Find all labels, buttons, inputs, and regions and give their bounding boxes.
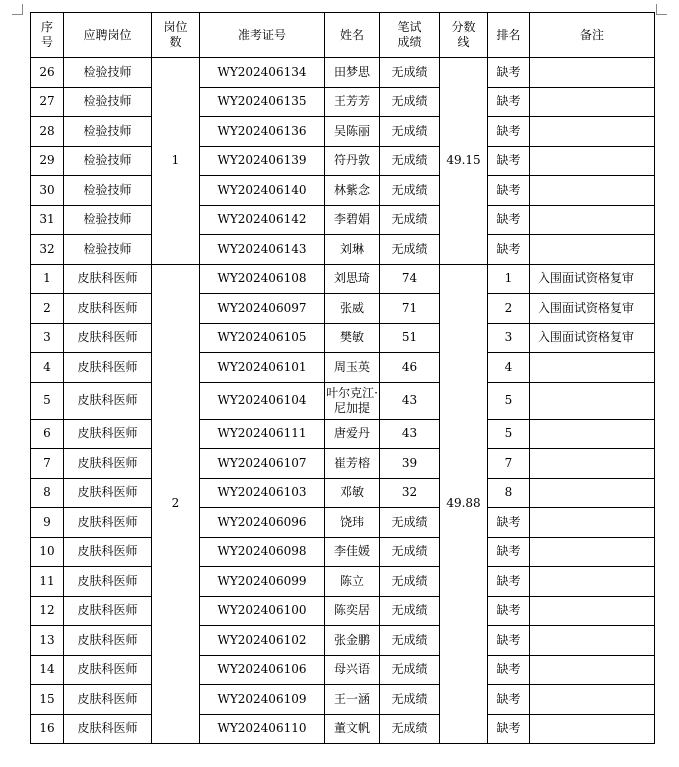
table-row (31, 58, 655, 88)
cell-name: 陈立 (325, 567, 380, 597)
cell-exam-no: WY202406098 (200, 537, 325, 567)
cell-position: 检验技师 (64, 176, 152, 206)
cell-remark (530, 478, 655, 508)
cell-seq: 15 (31, 685, 64, 715)
cell-remark (530, 146, 655, 176)
cell-position: 皮肤科医师 (64, 478, 152, 508)
cell-position: 皮肤科医师 (64, 596, 152, 626)
cell-score: 无成绩 (380, 176, 440, 206)
cell-position: 皮肤科医师 (64, 685, 152, 715)
cell-position: 皮肤科医师 (64, 508, 152, 538)
cell-score: 无成绩 (380, 596, 440, 626)
page-corner-mark-left (12, 4, 23, 15)
cell-rank: 8 (488, 478, 530, 508)
cell-name: 林紫念 (325, 176, 380, 206)
cell-rank: 缺考 (488, 567, 530, 597)
cell-score: 无成绩 (380, 58, 440, 88)
cell-remark (530, 117, 655, 147)
cell-remark (530, 205, 655, 235)
cell-remark (530, 596, 655, 626)
cell-quota: 2 (152, 264, 200, 744)
cell-seq: 1 (31, 264, 64, 294)
cell-seq: 16 (31, 714, 64, 744)
cell-rank: 缺考 (488, 596, 530, 626)
cell-rank: 5 (488, 419, 530, 449)
cell-seq: 6 (31, 419, 64, 449)
cell-exam-no: WY202406099 (200, 567, 325, 597)
header-score: 笔试 成绩 (380, 13, 440, 58)
cell-seq: 2 (31, 294, 64, 324)
table-row (31, 87, 655, 117)
cell-position: 皮肤科医师 (64, 323, 152, 353)
cell-seq: 27 (31, 87, 64, 117)
cell-seq: 5 (31, 382, 64, 419)
header-seq: 序 号 (31, 13, 64, 58)
cell-position: 皮肤科医师 (64, 294, 152, 324)
table-row (31, 146, 655, 176)
cell-score: 51 (380, 323, 440, 353)
cell-score: 46 (380, 353, 440, 383)
cell-exam-no: WY202406139 (200, 146, 325, 176)
header-remark: 备注 (530, 13, 655, 58)
cell-exam-no: WY202406108 (200, 264, 325, 294)
cell-name: 叶尔克江·尼加提 (325, 382, 380, 419)
table-row (31, 205, 655, 235)
cell-name: 董文帆 (325, 714, 380, 744)
cell-score: 39 (380, 449, 440, 479)
table-row (31, 508, 655, 538)
table-row (31, 117, 655, 147)
cell-name: 李碧娟 (325, 205, 380, 235)
cell-rank: 缺考 (488, 537, 530, 567)
cell-name: 张威 (325, 294, 380, 324)
table-row (31, 478, 655, 508)
cell-seq: 4 (31, 353, 64, 383)
cell-exam-no: WY202406143 (200, 235, 325, 265)
cell-rank: 1 (488, 264, 530, 294)
cell-exam-no: WY202406105 (200, 323, 325, 353)
cell-seq: 26 (31, 58, 64, 88)
cell-rank: 2 (488, 294, 530, 324)
cell-position: 皮肤科医师 (64, 655, 152, 685)
cell-exam-no: WY202406103 (200, 478, 325, 508)
header-rank: 排名 (488, 13, 530, 58)
cell-rank: 缺考 (488, 626, 530, 656)
cell-exam-no: WY202406111 (200, 419, 325, 449)
cell-seq: 29 (31, 146, 64, 176)
cell-remark (530, 87, 655, 117)
results-table (30, 12, 655, 744)
cell-remark (530, 508, 655, 538)
cell-seq: 13 (31, 626, 64, 656)
cell-position: 皮肤科医师 (64, 353, 152, 383)
cell-name: 吴陈丽 (325, 117, 380, 147)
cell-score: 无成绩 (380, 146, 440, 176)
cell-remark (530, 714, 655, 744)
cell-rank: 缺考 (488, 176, 530, 206)
cell-position: 皮肤科医师 (64, 537, 152, 567)
cell-score: 无成绩 (380, 626, 440, 656)
cell-exam-no: WY202406142 (200, 205, 325, 235)
cell-exam-no: WY202406135 (200, 87, 325, 117)
cell-remark (530, 235, 655, 265)
cell-seq: 9 (31, 508, 64, 538)
cell-rank: 缺考 (488, 685, 530, 715)
header-position: 应聘岗位 (64, 13, 152, 58)
cell-rank: 缺考 (488, 205, 530, 235)
cell-score: 43 (380, 419, 440, 449)
cell-name: 刘琳 (325, 235, 380, 265)
cell-rank: 3 (488, 323, 530, 353)
cell-exam-no: WY202406136 (200, 117, 325, 147)
table-row (31, 382, 655, 419)
cell-score: 43 (380, 382, 440, 419)
cell-remark (530, 419, 655, 449)
table-row (31, 685, 655, 715)
cell-score: 32 (380, 478, 440, 508)
cell-rank: 缺考 (488, 58, 530, 88)
cell-score: 无成绩 (380, 87, 440, 117)
cell-remark (530, 176, 655, 206)
cell-score: 74 (380, 264, 440, 294)
cell-cutoff: 49.88 (440, 264, 488, 744)
cell-name: 符丹敦 (325, 146, 380, 176)
header-cutoff: 分数 线 (440, 13, 488, 58)
cell-rank: 缺考 (488, 655, 530, 685)
cell-remark (530, 382, 655, 419)
table-row (31, 176, 655, 206)
cell-remark (530, 449, 655, 479)
cell-rank: 缺考 (488, 146, 530, 176)
cell-name: 李佳媛 (325, 537, 380, 567)
cell-position: 皮肤科医师 (64, 264, 152, 294)
table-row (31, 449, 655, 479)
cell-exam-no: WY202406134 (200, 58, 325, 88)
cell-name: 王一涵 (325, 685, 380, 715)
table-row (31, 567, 655, 597)
cell-position: 检验技师 (64, 235, 152, 265)
table-row (31, 626, 655, 656)
cell-exam-no: WY202406104 (200, 382, 325, 419)
cell-name: 田梦思 (325, 58, 380, 88)
cell-remark (530, 626, 655, 656)
cell-position: 检验技师 (64, 146, 152, 176)
cell-seq: 31 (31, 205, 64, 235)
table-row (31, 596, 655, 626)
header-exam-no: 准考证号 (200, 13, 325, 58)
cell-name: 陈奕居 (325, 596, 380, 626)
table-row (31, 353, 655, 383)
cell-name: 刘思琦 (325, 264, 380, 294)
cell-seq: 12 (31, 596, 64, 626)
cell-remark (530, 685, 655, 715)
cell-score: 无成绩 (380, 685, 440, 715)
cell-name: 邓敏 (325, 478, 380, 508)
cell-seq: 28 (31, 117, 64, 147)
table-row (31, 323, 655, 353)
cell-score: 无成绩 (380, 117, 440, 147)
cell-name: 周玉英 (325, 353, 380, 383)
cell-exam-no: WY202406110 (200, 714, 325, 744)
cell-position: 皮肤科医师 (64, 714, 152, 744)
cell-rank: 缺考 (488, 235, 530, 265)
cell-name: 母兴语 (325, 655, 380, 685)
cell-seq: 7 (31, 449, 64, 479)
table-row (31, 235, 655, 265)
table-row (31, 537, 655, 567)
cell-seq: 10 (31, 537, 64, 567)
cell-position: 皮肤科医师 (64, 449, 152, 479)
cell-name: 饶玮 (325, 508, 380, 538)
cell-exam-no: WY202406096 (200, 508, 325, 538)
cell-position: 皮肤科医师 (64, 419, 152, 449)
cell-score: 无成绩 (380, 655, 440, 685)
cell-score: 无成绩 (380, 205, 440, 235)
cell-position: 检验技师 (64, 87, 152, 117)
cell-position: 皮肤科医师 (64, 626, 152, 656)
cell-seq: 30 (31, 176, 64, 206)
cell-rank: 5 (488, 382, 530, 419)
cell-rank: 7 (488, 449, 530, 479)
table-body (31, 58, 655, 744)
cell-score: 71 (380, 294, 440, 324)
cell-exam-no: WY202406097 (200, 294, 325, 324)
cell-rank: 缺考 (488, 714, 530, 744)
table-row (31, 294, 655, 324)
header-name: 姓名 (325, 13, 380, 58)
cell-cutoff: 49.15 (440, 58, 488, 265)
table-row (31, 264, 655, 294)
cell-seq: 11 (31, 567, 64, 597)
cell-exam-no: WY202406107 (200, 449, 325, 479)
cell-score: 无成绩 (380, 714, 440, 744)
cell-seq: 14 (31, 655, 64, 685)
cell-remark (530, 567, 655, 597)
cell-remark: 入围面试资格复审 (530, 264, 655, 294)
cell-name: 王芳芳 (325, 87, 380, 117)
cell-seq: 3 (31, 323, 64, 353)
cell-rank: 4 (488, 353, 530, 383)
cell-exam-no: WY202406106 (200, 655, 325, 685)
cell-seq: 8 (31, 478, 64, 508)
cell-score: 无成绩 (380, 567, 440, 597)
cell-name: 唐爱丹 (325, 419, 380, 449)
cell-exam-no: WY202406140 (200, 176, 325, 206)
cell-exam-no: WY202406102 (200, 626, 325, 656)
cell-name: 崔芳榕 (325, 449, 380, 479)
cell-position: 皮肤科医师 (64, 567, 152, 597)
header-quota: 岗位 数 (152, 13, 200, 58)
table-row (31, 714, 655, 744)
cell-score: 无成绩 (380, 537, 440, 567)
cell-remark (530, 655, 655, 685)
cell-position: 检验技师 (64, 205, 152, 235)
cell-quota: 1 (152, 58, 200, 265)
cell-exam-no: WY202406109 (200, 685, 325, 715)
table-row (31, 655, 655, 685)
cell-position: 皮肤科医师 (64, 382, 152, 419)
cell-remark (530, 353, 655, 383)
cell-position: 检验技师 (64, 117, 152, 147)
cell-seq: 32 (31, 235, 64, 265)
cell-exam-no: WY202406100 (200, 596, 325, 626)
page-corner-mark-right (656, 4, 667, 15)
cell-remark (530, 537, 655, 567)
cell-name: 樊敏 (325, 323, 380, 353)
cell-remark: 入围面试资格复审 (530, 323, 655, 353)
cell-score: 无成绩 (380, 508, 440, 538)
cell-remark: 入围面试资格复审 (530, 294, 655, 324)
table-row (31, 419, 655, 449)
cell-rank: 缺考 (488, 117, 530, 147)
cell-rank: 缺考 (488, 508, 530, 538)
cell-remark (530, 58, 655, 88)
cell-position: 检验技师 (64, 58, 152, 88)
cell-score: 无成绩 (380, 235, 440, 265)
header-row (31, 13, 655, 58)
cell-exam-no: WY202406101 (200, 353, 325, 383)
cell-rank: 缺考 (488, 87, 530, 117)
cell-name: 张金鹏 (325, 626, 380, 656)
